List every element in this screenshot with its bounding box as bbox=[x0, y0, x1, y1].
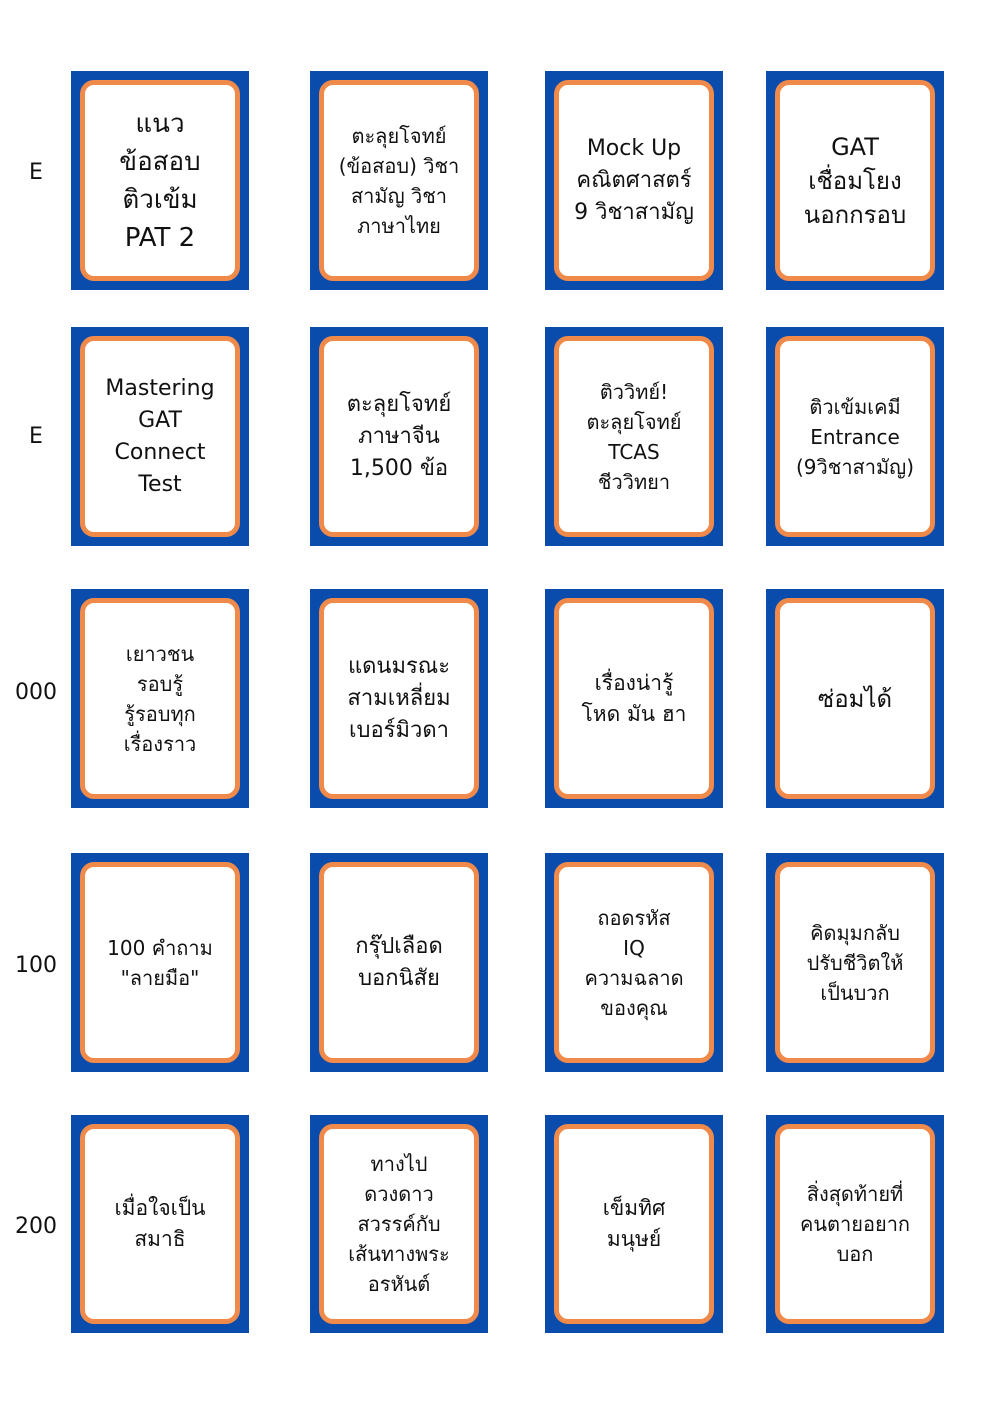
book-card bbox=[310, 71, 488, 290]
card-frame bbox=[80, 862, 240, 1063]
card-frame bbox=[775, 80, 935, 281]
book-card bbox=[545, 327, 723, 546]
row-label-2: E bbox=[29, 424, 43, 449]
card-title: แดนมรณะ สามเหลี่ยม เบอร์มิวดา bbox=[347, 653, 451, 743]
book-card bbox=[545, 1115, 723, 1333]
card-title: คิดมุมกลับ ปรับชีวิตให้ เป็นบวก bbox=[806, 920, 904, 1005]
card-frame bbox=[775, 1124, 935, 1324]
book-card bbox=[545, 853, 723, 1072]
card-frame bbox=[319, 1124, 479, 1324]
card-frame bbox=[775, 862, 935, 1063]
book-card bbox=[766, 1115, 944, 1333]
card-title: GAT เชื่อมโยง นอกกรอบ bbox=[803, 132, 907, 229]
card-frame bbox=[80, 336, 240, 537]
book-card bbox=[310, 589, 488, 808]
card-title: เยาวชน รอบรู้ รู้รอบทุก เรื่องราว bbox=[123, 641, 197, 756]
card-title: เข็มทิศ มนุษย์ bbox=[602, 1196, 666, 1251]
card-frame bbox=[80, 80, 240, 281]
book-card bbox=[766, 589, 944, 808]
card-title: ถอดรหัส IQ ความฉลาด ของคุณ bbox=[584, 905, 684, 1020]
card-frame bbox=[554, 862, 714, 1063]
card-title: Mastering GAT Connect Test bbox=[105, 375, 215, 497]
card-title: แนว ข้อสอบ ติวเข้ม PAT 2 bbox=[119, 108, 201, 253]
card-frame bbox=[554, 336, 714, 537]
card-title: เรื่องน่ารู้ โหด มัน ฮา bbox=[581, 670, 687, 726]
row-label-5: 200 bbox=[15, 1214, 57, 1239]
card-title: ติววิทย์! ตะลุยโจทย์ TCAS ชีววิทยา bbox=[586, 379, 682, 494]
book-card bbox=[545, 71, 723, 290]
card-frame bbox=[775, 598, 935, 799]
book-card bbox=[310, 1115, 488, 1333]
card-title: สิ่งสุดท้ายที่ คนตายอยาก บอก bbox=[799, 1182, 911, 1266]
card-frame bbox=[554, 80, 714, 281]
book-card bbox=[71, 71, 249, 290]
card-frame bbox=[319, 598, 479, 799]
card-title: ติวเข้มเคมี Entrance (9วิชาสามัญ) bbox=[795, 394, 915, 479]
card-frame bbox=[319, 80, 479, 281]
book-card bbox=[766, 853, 944, 1072]
card-title: ซ่อมได้ bbox=[817, 684, 893, 713]
row-label-1: E bbox=[29, 160, 43, 185]
card-title: 100 คำถาม "ลายมือ" bbox=[107, 935, 213, 990]
card-title: Mock Up คณิตศาสตร์ 9 วิชาสามัญ bbox=[574, 135, 694, 225]
card-title: ตะลุยโจทย์ (ข้อสอบ) วิชา สามัญ วิชา ภาษาไทย bbox=[338, 123, 460, 238]
card-title: เมื่อใจเป็น สมาธิ bbox=[114, 1196, 206, 1251]
book-card bbox=[310, 327, 488, 546]
card-frame bbox=[80, 1124, 240, 1324]
book-card bbox=[766, 71, 944, 290]
card-frame bbox=[319, 336, 479, 537]
book-card bbox=[71, 1115, 249, 1333]
card-frame bbox=[775, 336, 935, 537]
card-frame bbox=[80, 598, 240, 799]
book-card bbox=[545, 589, 723, 808]
card-title: ทางไป ดวงดาว สวรรค์กับ เส้นทางพระ อรหันต์ bbox=[348, 1152, 450, 1296]
book-card bbox=[766, 327, 944, 546]
book-card bbox=[310, 853, 488, 1072]
card-frame bbox=[319, 862, 479, 1063]
card-frame bbox=[554, 598, 714, 799]
book-card bbox=[71, 853, 249, 1072]
row-label-3: 000 bbox=[15, 680, 57, 705]
card-title: กรุ๊ปเลือด บอกนิสัย bbox=[355, 933, 443, 991]
card-title: ตะลุยโจทย์ ภาษาจีน 1,500 ข้อ bbox=[346, 391, 452, 481]
book-card bbox=[71, 327, 249, 546]
row-label-4: 100 bbox=[15, 953, 57, 978]
book-card bbox=[71, 589, 249, 808]
card-frame bbox=[554, 1124, 714, 1324]
